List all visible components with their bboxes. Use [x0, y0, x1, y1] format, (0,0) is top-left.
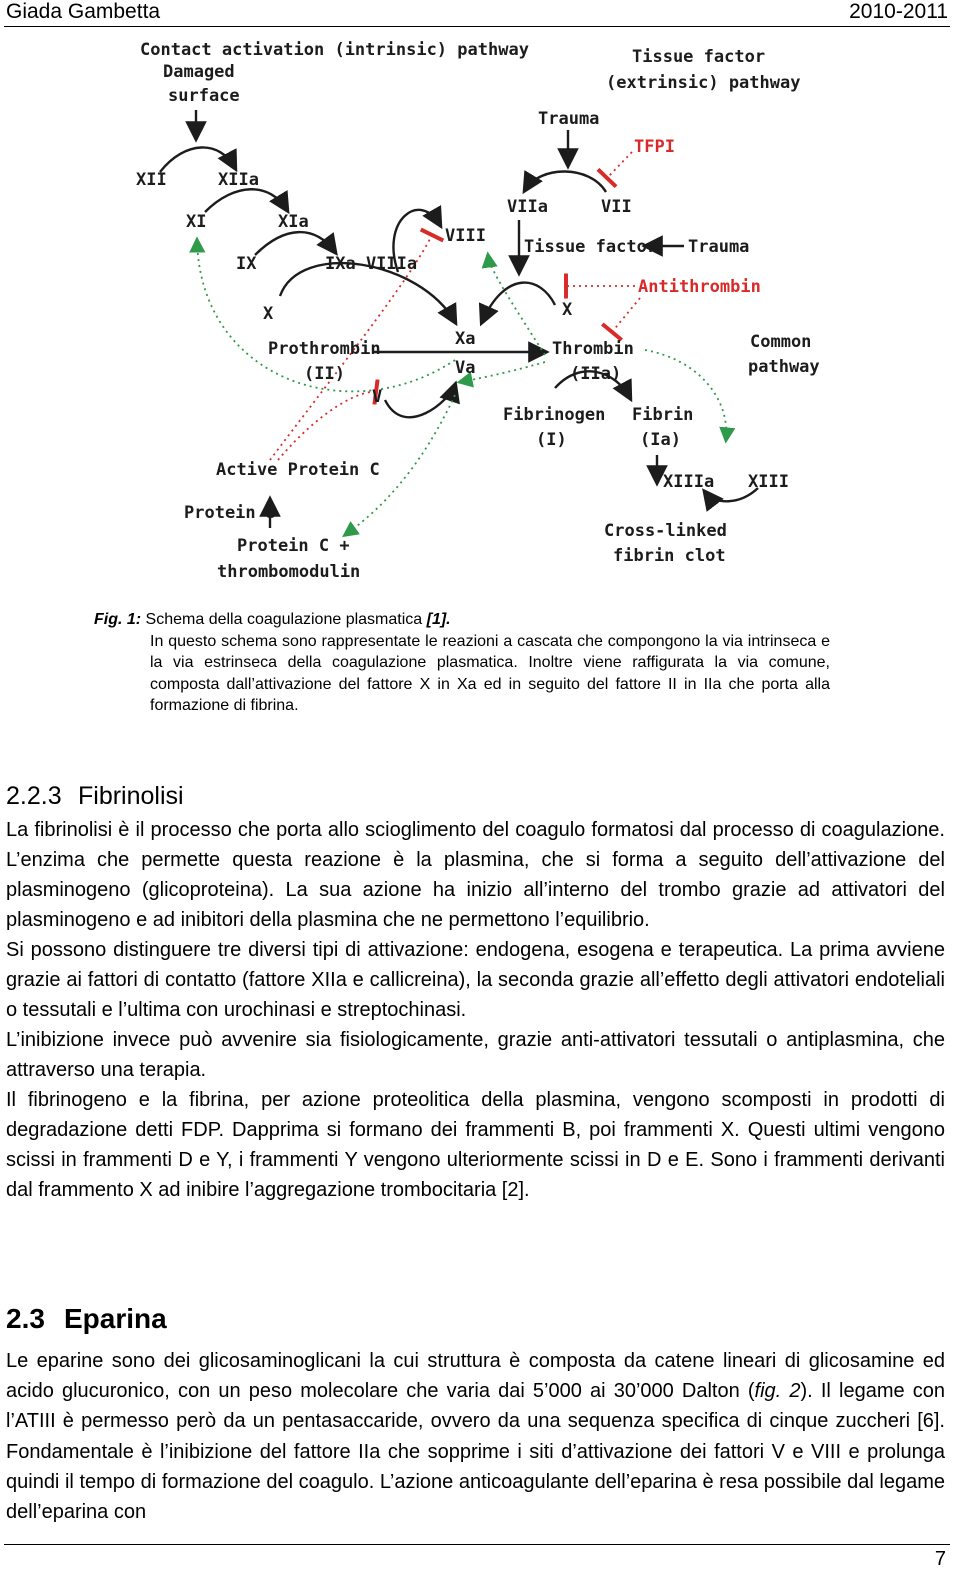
paragraph: [6, 1346, 945, 1527]
label-fibrin-clot: fibrin clot: [613, 546, 726, 566]
caption-title: Schema della coagulazione plasmatica: [141, 611, 427, 628]
header-rule: [4, 26, 950, 27]
arrow-v-va: [385, 385, 455, 417]
label-damaged: Damaged: [163, 62, 235, 82]
label-ii: (II): [304, 364, 345, 384]
label-trauma-right: Trauma: [688, 237, 750, 257]
label-fibrinogen: Fibrinogen: [503, 405, 606, 425]
label-xii: XII: [136, 170, 167, 190]
section-number: 2.3: [6, 1303, 45, 1334]
section-heading-eparina: [6, 1302, 167, 1336]
label-vii: VII: [601, 197, 632, 217]
paragraph-text: Le eparine sono dei glicosaminoglicani la cui struttura è composta da catene lineari di glicosamine ed acido glucuronico, con un peso molecolare che varia dai 5’000 ai 30’000 Dalton (: [6, 1350, 945, 1403]
coagulation-cascade-figure: [0, 30, 960, 590]
label-thrombin: Thrombin: [552, 339, 634, 359]
label-ia: (Ia): [640, 430, 681, 450]
label-xiiia: XIIIa: [663, 472, 715, 492]
label-cross-linked: Cross-linked: [604, 521, 727, 541]
label-protein-s: Protein S: [184, 503, 277, 523]
label-trauma-top: Trauma: [538, 109, 600, 129]
arrow-x-right-xa: [482, 283, 555, 322]
label-i: (I): [536, 430, 567, 450]
label-fibrin: Fibrin: [632, 405, 694, 425]
paragraph-text: ). Il legame con l’ATIII è permesso però da un pentasaccaride, ovvero da una sequenza specifica di cinque zuccheri [6]. Fondamentale è l’inibizione del fattore IIa che sopprime i siti d’attivazione dei fattori V e VIII e prolunga quindi il tempo di formazione del coagulo. L’azione anticoagulante dell’eparina è resa possibile dal legame dell’eparina con: [6, 1380, 945, 1524]
label-xia: XIa: [278, 212, 309, 232]
paragraph: La fibrinolisi è il processo che porta allo scioglimento del coagulo formatosi dal processo di coagulazione. L’enzima che permette questa reazione è la plasmina, che si forma a seguito dell’attivazione del plasminogeno (glicoproteina). La sua azione ha inizio all’interno del trombo grazie ad attivatori del plasminogeno e ad inibitori della plasmina che ne permettono l’equilibrio.: [6, 819, 945, 931]
arrow-xii-xiia: [160, 147, 235, 172]
section-number: 2.2.3: [6, 782, 62, 810]
arrow-xi-xia: [205, 189, 287, 212]
eparina-body: [6, 1346, 945, 1527]
label-xi: XI: [186, 212, 207, 232]
fibrinolisi-body: [6, 815, 945, 1205]
label-tissue-factor: Tissue factor: [524, 237, 658, 257]
page-number: 7: [934, 1548, 946, 1570]
figure-reference: fig. 2: [754, 1380, 801, 1403]
label-active-protein-c: Active Protein C: [216, 460, 380, 480]
label-protein-c-plus: Protein C +: [237, 536, 350, 556]
label-ixa-viiia: IXa VIIIa: [325, 254, 418, 274]
header-author: Giada Gambetta: [6, 0, 161, 23]
label-intrinsic-title: Contact activation (intrinsic) pathway: [140, 40, 529, 60]
label-common-1: Common: [750, 332, 812, 352]
label-extrinsic-2: (extrinsic) pathway: [606, 73, 801, 93]
section-heading-fibrinolisi: [6, 781, 184, 811]
footer-rule: [4, 1544, 950, 1545]
section-title: Fibrinolisi: [78, 782, 184, 810]
label-v: V: [372, 387, 383, 407]
arrow-ix-ixa: [255, 232, 335, 255]
arrow-vii-viia: [525, 171, 606, 192]
label-ix: IX: [236, 254, 257, 274]
caption-ref: [1].: [426, 611, 451, 628]
paragraph: L’inibizione invece può avvenire sia fisiologicamente, grazie anti-attivatori tessutali o antiplasmina, che attraverso una terapia.: [6, 1029, 945, 1081]
label-surface: surface: [168, 86, 240, 106]
label-x-right: X: [562, 300, 573, 320]
label-xa: Xa: [455, 329, 476, 349]
label-extrinsic-1: Tissue factor: [632, 47, 766, 67]
label-prothrombin: Prothrombin: [268, 339, 381, 359]
paragraph: Il fibrinogeno e la fibrina, per azione proteolitica della plasmina, vengono scomposti in prodotti di degradazione detti FDP. Dapprima si formano dei frammenti B, poi frammenti X. Questi ultimi vengono scissi in frammenti D e Y, i frammenti Y vengono ulteriormente scissi in D e E. Sono i frammenti derivanti dal frammento X ad inibire l’aggregazione trombocitaria [2].: [6, 1089, 945, 1201]
label-antithrombin: Antithrombin: [638, 277, 761, 297]
page-header: [6, 0, 948, 26]
label-va: Va: [455, 358, 476, 378]
caption-body: In questo schema sono rappresentate le reazioni a cascata che compongono la via intrinseca e la via estrinseca della coagulazione plasmatica. Inoltre viene raffigurata la via comune, composta dall’attivazione del fattore X in Xa ed in seguito del fattore II in IIa che porta alla formazione di fibrina.: [150, 632, 830, 714]
label-iia: (IIa): [570, 364, 622, 384]
section-title: Eparina: [64, 1303, 167, 1334]
label-tfpi: TFPI: [634, 137, 675, 157]
label-thrombomodulin: thrombomodulin: [217, 562, 361, 582]
inhibit-v: [278, 392, 376, 460]
caption-label: Fig. 1:: [94, 611, 142, 628]
inhibit-tfpi: [607, 152, 632, 178]
inhibit-antithrombin-2: [612, 298, 640, 332]
feedback-to-xiii: [645, 350, 726, 440]
label-common-2: pathway: [748, 357, 820, 377]
label-viia: VIIa: [507, 197, 548, 217]
figure-caption: [94, 609, 830, 717]
label-x-left: X: [263, 304, 274, 324]
paragraph: Si possono distinguere tre diversi tipi di attivazione: endogena, esogena e terapeutica. La prima avviene grazie ai fattori di contatto (fattore XIIa e callicreina), la seconda grazie all’effetto degli attivatori endoteliali o tessutali e l’ultima con urochinasi e streptochinasi.: [6, 939, 945, 1021]
label-xiii: XIII: [748, 472, 789, 492]
feedback-to-viii: [488, 255, 545, 355]
header-year: 2010-2011: [849, 0, 948, 23]
label-viii: VIII: [445, 226, 486, 246]
label-xiia: XIIa: [218, 170, 259, 190]
